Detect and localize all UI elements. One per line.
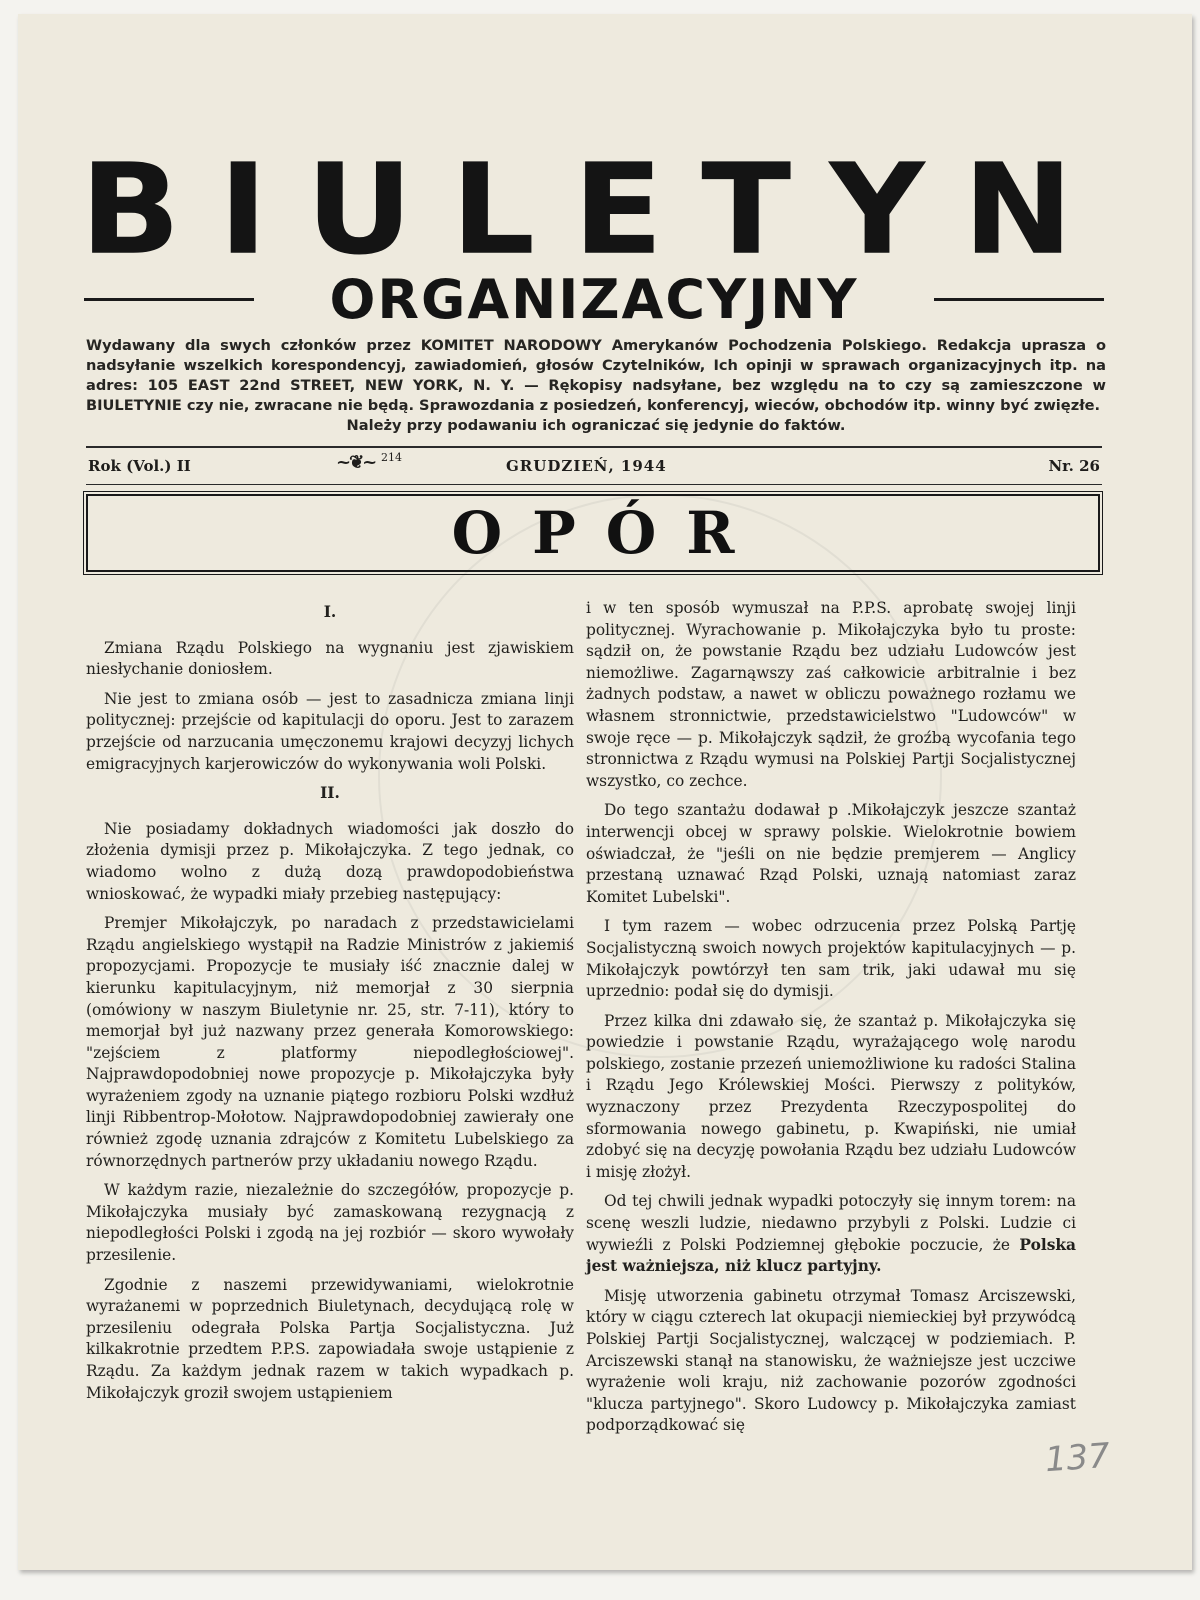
handwritten-page-note: 137 (1043, 1435, 1112, 1481)
masthead-title: BIULETYN (80, 136, 1112, 284)
paragraph: Zmiana Rządu Polskiego na wygnaniu jest zjawiskiem niesłychanie doniosłem. (86, 638, 574, 679)
publisher-notice (86, 336, 1106, 436)
paragraph: Zgodnie z naszemi przewidywaniami, wielokrotnie wyrażanemi w poprzednich Biuletynach, decydującą rolę w przesileniu odegrała Polska Partja Socjalistyczna. Już kilkakrotnie przedtem P.P.S. zapowiadała swoje ustąpienie z Rządu. Za każdym jednak razem w takich wypadkach p. Mikołajczyk groził swojem ustąpieniem (86, 1275, 574, 1402)
article-title: OPÓR (451, 499, 765, 567)
paragraph: Nie jest to zmiana osób — jest to zasadnicza zmiana linji politycznej: przejście od kapitulacji do oporu. Jest to zarazem przejście od narzucania umęczonemu krajowi decyzyj lichych emigracyjnych karjerowiczów do wykonywania woli Polski. (86, 689, 574, 773)
paragraph-text: Od tej chwili jednak wypadki potoczyły się innym torem: na scenę weszli ludzie, niedawno przybyli z Polski. Ludzie ci wywieźli z Polski Podziemnej głębokie poczucie, że (586, 1192, 1076, 1254)
paragraph: Przez kilka dni zdawało się, że szantaż p. Mikołajczyka się powiedzie i powstanie Rządu, wyrażającego wolę narodu polskiego, zostanie przezeń uniemożliwione ku radości Stalina i Rządu Jego Królewskiej Mości. Pierwszy z polityków, wyznaczony przez Prezydenta Rzeczypospolitej do sformowania nowego gabinetu, p. Kwapiński, nie umiał zdobyć się na decyzję powołania Rządu bez udziału Ludowców i misję złożył. (586, 1011, 1076, 1181)
volume-label: Rok (Vol.) II (88, 457, 191, 475)
issue-number: Nr. 26 (1048, 457, 1100, 475)
paragraph: Nie posiadamy dokładnych wiadomości jak doszło do złożenia dymisji przez p. Mikołajczyka. Z tego jednak, co wiadomo wolno z dużą dozą prawdopodobieństwa wnioskować, że wypadki miały przebieg następujący: (86, 819, 574, 903)
masthead-subtitle: ORGANIZACYJNY (329, 268, 859, 331)
paragraph (586, 1191, 1076, 1277)
section-heading-1: I. (323, 603, 337, 621)
issue-info-bar (86, 446, 1102, 485)
paragraph: W każdym razie, niezależnie do szczegółów, propozycje p. Mikołajczyka musiały być zamaskowaną rezygnacją z niepodległości Polski i zgodą na jej rozbiór — skoro wywołały przesilenie. (86, 1181, 574, 1265)
page-number: 214 (381, 451, 402, 464)
article-column-left (86, 600, 574, 1412)
subtitle-rule-right (934, 298, 1104, 301)
paragraph: Do tego szantażu dodawał p .Mikołajczyk jeszcze szantaż interwencji obcej w sprawy polskie. Wielokrotnie bowiem oświadczał, że "jeśli on nie będzie premjerem — Anglicy przestaną uznawać Rząd Polski, uznają natomiast zaraz Komitet Lubelski". (586, 801, 1076, 906)
emphasized-text: Polska jest ważniejsza, niż klucz partyjny. (586, 1235, 1076, 1276)
masthead-subtitle-row (84, 268, 1104, 331)
article-title-box (86, 494, 1100, 572)
notice-last-line: Należy przy podawaniu ich ograniczać się jedynie do faktów. (346, 417, 846, 434)
issue-date: GRUDZIEŃ, 1944 (506, 457, 667, 475)
article-column-right (586, 598, 1076, 1445)
ornament-icon: ~❦~ (336, 452, 376, 473)
notice-text: Wydawany dla swych członków przez KOMITET NARODOWY Amerykanów Pochodzenia Polskiego. Redakcja uprasza o nadsyłanie wszelkich korespondencyj, zawiadomień, głosów Czytelników, Ich opinji w sprawach organizacyjnych itp. na adres: 105 EAST 22nd STREET, NEW YORK, N. Y. — Rękopisy nadsyłane, bez względu na to czy są zamieszczone w BIULETYNIE czy nie, zwracane nie będą. Sprawozdania z posiedzeń, konferencyj, wieców, obchodów itp. winny być zwięzłe. (86, 337, 1106, 414)
section-heading-2: II. (320, 784, 340, 803)
paragraph: Premjer Mikołajczyk, po naradach z przedstawicielami Rządu angielskiego wystąpił na Radzie Ministrów z jakiemiś propozycjami. Propozycje te musiały iść znacznie dalej w kierunku kapitulacyjnym, niż memorjał z 30 sierpnia (omówiony w naszym Biuletynie nr. 25, str. 7-11), który to memorjał był już nazwany przez generała Komorowskiego: "zejściem z platformy niepodległościowej". Najprawdopodobniej nowe propozycje p. Mikołajczyka były wyrażeniem zgody na uznanie piątego rozbioru Polski wzdłuż linji Ribbentrop-Mołotow. Najprawdopodobniej zawierały one również zgodę uznania zdrajców z Komitetu Lubelskiego za równorzędnych partnerów przy układaniu nowego Rządu. (86, 914, 574, 1170)
paragraph: I tym razem — wobec odrzucenia przez Polską Partję Socjalistyczną swoich nowych projektów kapitulacyjnych — p. Mikołajczyk powtórzył ten sam trik, jaki udawał mu się uprzednio: podał się do dymisji. (586, 917, 1076, 1001)
paragraph: Misję utworzenia gabinetu otrzymał Tomasz Arciszewski, który w ciągu czterech lat okupacji niemieckiej był przywódcą Polskiej Partji Socjalistycznej, walczącej w podziemiach. P. Arciszewski stanął na stanowisku, że ważniejsze jest uczciwe wyrażenie woli kraju, niż zachowanie pozorów zgodności "klucza partyjnego". Skoro Ludowcy p. Mikołajczyka zamiast podporządkować się (586, 1286, 1076, 1435)
paragraph: i w ten sposób wymuszał na P.P.S. aprobatę swojej linji politycznej. Wyrachowanie p. Mikołajczyka było tu proste: sądził on, że powstanie Rządu bez udziału Ludowców jest niemożliwe. Zagarnąwszy zaś całkowicie arbitralnie i bez żadnych podstaw, a nawet w obliczu poważnego rozłamu we własnem stronnictwie, przedstawicielstwo "Ludowców" w swoje ręce — p. Mikołajczyk sądził, że groźbą wycofania tego stronnictwa z Rządu wymusi na Polskiej Partji Socjalistycznej wszystko, co zechce. (586, 599, 1076, 790)
subtitle-rule-left (84, 298, 254, 301)
